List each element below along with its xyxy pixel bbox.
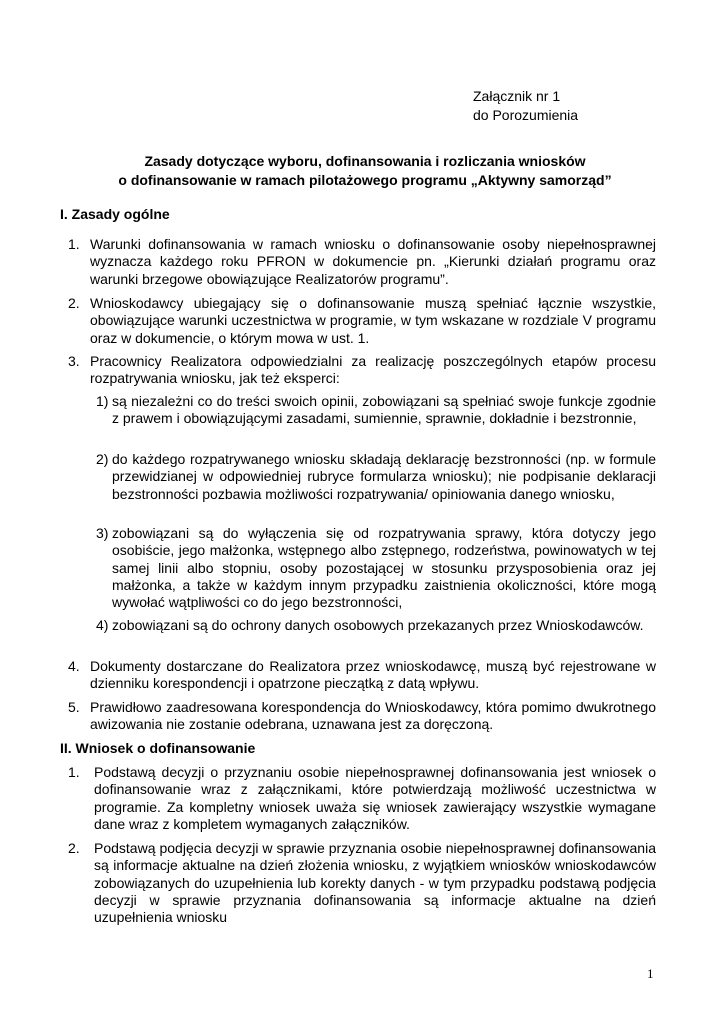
section-heading-1: I. Zasady ogólne <box>60 206 170 222</box>
item-text: Podstawą decyzji o przyznaniu osobie niepełnosprawnej dofinansowania jest wniosek o dofinansowanie wraz z załącznikami, które potwierdzają możliwość uczestnictwa w programie. Za kompletny wniosek uważa się wniosek zawierający wszystkie wymagane dane wraz z kompletem wymaganych załączników. <box>94 764 656 832</box>
item-text: Warunki dofinansowania w ramach wniosku o dofinansowanie osoby niepełnosprawnej wyznacza każdego roku PFRON w dokumencie pn. „Kierunki działań programu oraz warunki brzegowe obowiązujące Realizatorów programu”. <box>90 236 656 287</box>
item-number: 3. <box>68 353 80 369</box>
item-text: Prawidłowo zaadresowana korespondencja do Wnioskodawcy, która pomimo dwukrotnego awizowania nie zostanie odebrana, uznawana jest za doręczoną. <box>90 699 656 733</box>
item-number: 2. <box>68 295 80 311</box>
sub-item-number: 4) <box>96 617 109 633</box>
sub-item-text: są niezależni co do treści swoich opinii, zobowiązani są spełniać swoje funkcje zgodnie z prawem i obowiązującymi zasadami, sumiennie, sprawnie, dokładnie i bezstronnie, <box>112 393 656 427</box>
sub-list-item <box>96 451 656 503</box>
sub-list-item <box>96 393 656 428</box>
item-number: 4. <box>68 658 80 674</box>
list-item <box>68 764 656 833</box>
title-line-1: Zasady dotyczące wyboru, dofinansowania i rozliczania wniosków <box>144 153 586 169</box>
sub-item-number: 1) <box>96 393 109 409</box>
item-number: 2. <box>68 840 80 856</box>
section-heading-2: II. Wniosek o dofinansowanie <box>60 740 256 756</box>
item-text: Podstawą podjęcia decyzji w sprawie przyznania osobie niepełnosprawnej dofinansowania są informacje aktualne na dzień złożenia wniosku, z wyjątkiem wniosków wnioskodawców zobowiązanych do uzupełnienia lub korekty danych - w tym przypadku podstawą podjęcia decyzji w sprawie przyznania dofinansowania są informacje aktualne na dzień uzupełnienia wniosku <box>94 840 656 926</box>
list-item <box>68 295 656 347</box>
sub-item-number: 3) <box>96 525 109 541</box>
sub-item-number: 2) <box>96 451 109 467</box>
list-item <box>68 658 656 693</box>
sub-item-text: do każdego rozpatrywanego wniosku składają deklarację bezstronności (np. w formule przewidzianej w odpowiedniej rubryce formularza wniosku); nie podpisanie deklaracji bezstronności pozbawia możliwości rozpatrywania/ opiniowania danego wniosku, <box>112 451 656 502</box>
page-number: 1 <box>647 966 654 981</box>
item-text: Pracownicy Realizatora odpowiedzialni za realizację poszczególnych etapów procesu rozpatrywania wniosku, jak też eksperci: <box>90 353 656 387</box>
sub-list-item <box>96 617 656 634</box>
sub-list-item <box>96 525 656 611</box>
item-text: Wnioskodawcy ubiegający się o dofinansowanie muszą spełniać łącznie wszystkie, obowiązujące warunki uczestnictwa w programie, w tym wskazane w rozdziale V programu oraz w dokumencie, o którym mowa w ust. 1. <box>90 295 656 346</box>
item-number: 1. <box>68 764 80 780</box>
list-item <box>68 699 656 734</box>
annex-number: Załącznik nr 1 <box>473 88 561 104</box>
title-line-2: o dofinansowanie w ramach pilotażowego programu „Aktywny samorząd” <box>118 172 612 188</box>
sub-item-text: zobowiązani są do wyłączenia się od rozpatrywania sprawy, która dotyczy jego osobiście, jego małżonka, wstępnego albo zstępnego, rodzeństwa, powinowatych w tej samej linii albo stopniu, osoby pozostającej w stosunku przysposobienia oraz jej małżonka, a także w każdym innym przypadku zaistnienia okoliczności, które mogą wywołać wątpliwości co do jego bezstronności, <box>112 525 656 611</box>
sub-item-text: zobowiązani są do ochrony danych osobowych przekazanych przez Wnioskodawców. <box>112 617 644 633</box>
item-text: Dokumenty dostarczane do Realizatora przez wnioskodawcę, muszą być rejestrowane w dzienniku korespondencji i opatrzone pieczątką z datą wpływu. <box>90 658 656 692</box>
list-item <box>68 236 656 288</box>
item-number: 5. <box>68 699 80 715</box>
list-item <box>68 353 656 388</box>
document-title <box>60 152 670 190</box>
list-item <box>68 840 656 926</box>
item-number: 1. <box>68 236 80 252</box>
annex-label <box>473 87 578 125</box>
annex-reference: do Porozumienia <box>473 107 579 123</box>
